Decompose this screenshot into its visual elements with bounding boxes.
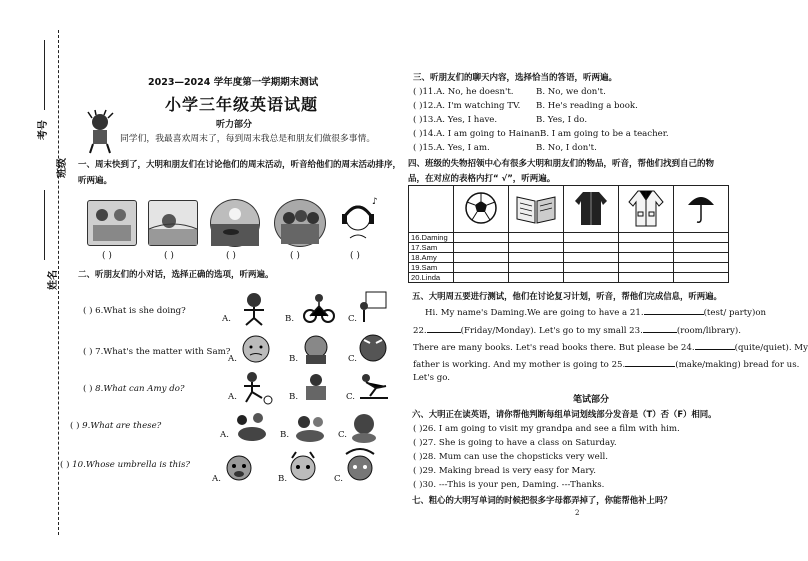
check-cell[interactable] [509, 263, 564, 273]
answer-paren[interactable]: ( ) [413, 129, 423, 139]
check-cell[interactable] [509, 273, 564, 283]
check-cell[interactable] [564, 253, 619, 263]
exam-number-label: 考号 [38, 120, 49, 140]
row-name: 20.Linda [409, 273, 454, 283]
blank-21[interactable] [644, 305, 704, 315]
option-a[interactable]: 12.A. I'm watching TV. [422, 101, 521, 111]
option-a-7[interactable]: A. [228, 354, 237, 364]
question-7 [83, 347, 230, 357]
answer-paren[interactable]: ( ) [413, 143, 423, 153]
animal-umbrella-b [286, 450, 320, 490]
table-row [409, 243, 729, 253]
check-cell[interactable] [619, 253, 674, 263]
question-12 [413, 101, 520, 111]
class-label: 班级 [57, 158, 68, 178]
boy-cycling-picture [302, 292, 336, 324]
passage-line-3 [413, 340, 808, 353]
question-text: 6.What is she doing? [95, 306, 186, 316]
exam-number-line [44, 40, 45, 110]
passage-text: There are many books. Let's read books there. But please be 24. [413, 343, 695, 353]
activity-picture-2 [148, 200, 198, 246]
part1-instruction-2: 听两遍。 [78, 176, 113, 186]
question-28 [413, 452, 608, 462]
part3-instruction: 三、听朋友们的聊天内容，选择恰当的答语，听两遍。 [413, 73, 618, 83]
answer-paren[interactable]: ( ) [413, 452, 423, 462]
check-cell[interactable] [564, 263, 619, 273]
book-icon [515, 191, 557, 225]
option-a-8[interactable]: A. [228, 392, 237, 402]
check-cell[interactable] [674, 263, 729, 273]
answer-paren-4[interactable]: ( ) [290, 251, 300, 261]
football-player-picture [238, 370, 274, 404]
check-cell[interactable] [509, 233, 564, 243]
table-row [409, 263, 729, 273]
cold-boy-picture [300, 333, 332, 365]
check-cell[interactable] [674, 233, 729, 243]
row-name: 19.Sam [409, 263, 454, 273]
activity-picture-4 [274, 199, 326, 247]
option-c-8[interactable]: C. [346, 392, 356, 402]
girl-dancing-picture [236, 290, 272, 326]
check-cell[interactable] [454, 253, 509, 263]
coat-cell [619, 186, 674, 233]
part4-instruction: 四、班级的失物招领中心有很多大明和朋友们的物品，听音，帮他们找到自己的物 [408, 159, 715, 169]
passage-text: (Friday/Monday). Let's go to my small 23. [460, 326, 643, 336]
check-cell[interactable] [454, 233, 509, 243]
sentence: 28. Mum can use the chopsticks very well. [422, 452, 608, 462]
check-cell[interactable] [509, 253, 564, 263]
part1-instruction: 一、周末快到了，大明和朋友们在讨论他们的周末活动，听音给他们的周末活动排序， [78, 160, 402, 170]
check-cell[interactable] [619, 233, 674, 243]
answer-paren[interactable]: ( ) [83, 347, 93, 357]
check-cell[interactable] [674, 243, 729, 253]
passage-text: father is working. And my mother is going to 25. [413, 360, 626, 370]
check-cell[interactable] [674, 273, 729, 283]
option-b-14[interactable]: B. I am going to be a teacher. [540, 129, 669, 139]
option-b-11[interactable]: B. No, we don't. [536, 87, 606, 97]
table-corner [409, 186, 454, 233]
question-10 [60, 460, 190, 470]
passage-line-5: Let's go. [413, 373, 451, 383]
option-a-6[interactable]: A. [222, 314, 231, 324]
intro-text: 同学们，我最喜欢周末了，每到周末我总是和朋友们做很多事情。 [120, 134, 376, 144]
option-a[interactable]: 15.A. Yes, I am. [422, 143, 490, 153]
umbrella-icon [686, 191, 716, 225]
page-title: 小学三年级英语试题 [165, 95, 319, 114]
table-row [409, 273, 729, 283]
passage-line-2 [413, 323, 741, 336]
check-cell[interactable] [454, 243, 509, 253]
question-14 [413, 129, 543, 139]
row-name: 18.Amy [409, 253, 454, 263]
binding-margin [0, 0, 68, 561]
option-b-9[interactable]: B. [280, 430, 290, 440]
sentence: 26. I am going to visit my grandpa and see a film with him. [422, 424, 680, 434]
sick-boy-picture [240, 333, 272, 365]
angry-man-picture [356, 330, 390, 366]
part4-instruction-2: 品，在对应的表格内打“ √”，听两遍。 [408, 174, 556, 184]
animals-picture-c [344, 410, 384, 444]
answer-paren[interactable]: ( ) [60, 460, 70, 470]
part2-instruction: 二、听朋友们的小对话，选择正确的选项，听两遍。 [78, 270, 274, 280]
lost-and-found-table [408, 185, 729, 283]
option-b-6[interactable]: B. [285, 314, 295, 324]
answer-paren[interactable]: ( ) [70, 421, 80, 431]
answer-paren[interactable]: ( ) [413, 466, 423, 476]
sentence: 29. Making bread is very easy for Mary. [422, 466, 596, 476]
teacher-board-picture [358, 290, 388, 324]
part5-instruction: 五、大明周五要进行测试，他们在讨论复习计划，听音，帮他们完成信息，听两遍。 [412, 291, 722, 301]
sentence: 27. She is going to have a class on Saturday. [422, 438, 617, 448]
cartoon-boy-icon [84, 110, 116, 154]
row-name: 16.Daming [409, 233, 454, 243]
option-a[interactable]: 14.A. I am going to Hainan. [422, 129, 543, 139]
swimming-picture [300, 370, 334, 404]
question-13 [413, 115, 497, 125]
page-number: 2 [575, 509, 580, 517]
check-cell[interactable] [454, 273, 509, 283]
listening-heading: 听力部分 [216, 120, 253, 130]
activity-picture-5 [336, 196, 380, 244]
passage-line-4 [413, 357, 799, 370]
passage-text: 22. [413, 326, 427, 336]
question-6 [83, 306, 186, 316]
answer-paren-3[interactable]: ( ) [226, 251, 236, 261]
passage-text: Hi. My name's Daming.We are going to have a 21. [425, 308, 644, 318]
part6-instruction: 六、大明正在读英语，请你帮他判断每组单词划线部分发音是（T）否（F）相同。 [412, 409, 717, 419]
blank-23[interactable] [643, 323, 677, 333]
row-name: 17.Sam [409, 243, 454, 253]
activity-picture-3 [210, 199, 260, 247]
question-29 [413, 466, 596, 476]
check-cell[interactable] [674, 253, 729, 263]
check-cell[interactable] [564, 273, 619, 283]
option-a-10[interactable]: A. [212, 474, 221, 484]
animals-picture-a [232, 410, 272, 444]
option-c-10[interactable]: C. [334, 474, 344, 484]
jacket-cell [564, 186, 619, 233]
question-9 [70, 421, 161, 431]
option-a-9[interactable]: A. [220, 430, 229, 440]
written-heading: 笔试部分 [573, 395, 610, 405]
jacket-icon [573, 189, 609, 227]
answer-paren[interactable]: ( ) [83, 384, 93, 394]
animal-umbrella-c [342, 448, 378, 490]
part7-instruction: 七、粗心的大明写单词的时候把很多字母都弄掉了，你能帮他补上吗？ [412, 495, 672, 505]
check-cell[interactable] [509, 243, 564, 253]
coat-icon [626, 188, 666, 228]
question-text: 10.Whose umbrella is this? [72, 460, 190, 470]
option-c-6[interactable]: C. [348, 314, 358, 324]
answer-paren[interactable]: ( ) [413, 424, 423, 434]
option-c-9[interactable]: C. [338, 430, 348, 440]
question-30 [413, 480, 604, 490]
answer-paren[interactable]: ( ) [413, 115, 423, 125]
question-11 [413, 87, 514, 97]
option-b-7[interactable]: B. [289, 354, 299, 364]
activity-picture-1 [87, 200, 137, 246]
answer-paren-2[interactable]: ( ) [164, 251, 174, 261]
option-b-13[interactable]: B. Yes, I do. [536, 115, 588, 125]
option-b-8[interactable]: B. [289, 392, 299, 402]
year-line: 2023—2024 学年度第一学期期末测试 [148, 77, 319, 88]
table-row [409, 233, 729, 243]
answer-paren[interactable]: ( ) [413, 438, 423, 448]
passage-text: (test/ party)on [703, 308, 767, 318]
skating-picture [356, 372, 392, 400]
passage-text: (quite/quiet). My [734, 343, 808, 353]
question-26 [413, 424, 680, 434]
check-cell[interactable] [564, 243, 619, 253]
passage-text: (room/library). [676, 326, 741, 336]
animals-picture-b [290, 410, 330, 444]
option-b-15[interactable]: B. No, I don't. [536, 143, 597, 153]
passage-text: (make/making) bread for us. [675, 360, 800, 370]
svg-text:♪: ♪ [372, 197, 378, 207]
sentence: 30. ---This is your pen, Daming. ---Thanks. [422, 480, 605, 490]
answer-paren[interactable]: ( ) [413, 101, 423, 111]
answer-paren[interactable]: ( ) [413, 480, 423, 490]
blank-22[interactable] [427, 323, 461, 333]
question-27 [413, 438, 617, 448]
option-a[interactable]: 13.A. Yes, I have. [422, 115, 498, 125]
name-label: 姓名 [48, 270, 59, 290]
question-8 [83, 384, 184, 394]
book-cell [509, 186, 564, 233]
answer-paren-1[interactable]: ( ) [102, 251, 112, 261]
check-cell[interactable] [619, 243, 674, 253]
option-c-7[interactable]: C. [348, 354, 358, 364]
passage-line-1 [425, 305, 766, 318]
check-cell[interactable] [619, 273, 674, 283]
check-cell[interactable] [619, 263, 674, 273]
football-cell [454, 186, 509, 233]
answer-paren[interactable]: ( ) [83, 306, 93, 316]
umbrella-cell [674, 186, 729, 233]
check-cell[interactable] [454, 263, 509, 273]
table-row [409, 253, 729, 263]
option-b-10[interactable]: B. [278, 474, 288, 484]
class-line [44, 190, 45, 260]
question-text: 8.What can Amy do? [95, 384, 185, 394]
check-cell[interactable] [564, 233, 619, 243]
answer-paren[interactable]: ( ) [413, 87, 423, 97]
option-a[interactable]: 11.A. No, he doesn't. [422, 87, 514, 97]
answer-paren-5[interactable]: ( ) [350, 251, 360, 261]
blank-24[interactable] [695, 340, 735, 350]
question-text: 9.What are these? [82, 421, 162, 431]
question-15 [413, 143, 490, 153]
blank-25[interactable] [625, 357, 675, 367]
option-b-12[interactable]: B. He's reading a book. [536, 101, 638, 111]
question-text: 7.What's the matter with Sam? [95, 347, 231, 357]
football-icon [464, 191, 498, 225]
animal-umbrella-a [222, 450, 256, 490]
